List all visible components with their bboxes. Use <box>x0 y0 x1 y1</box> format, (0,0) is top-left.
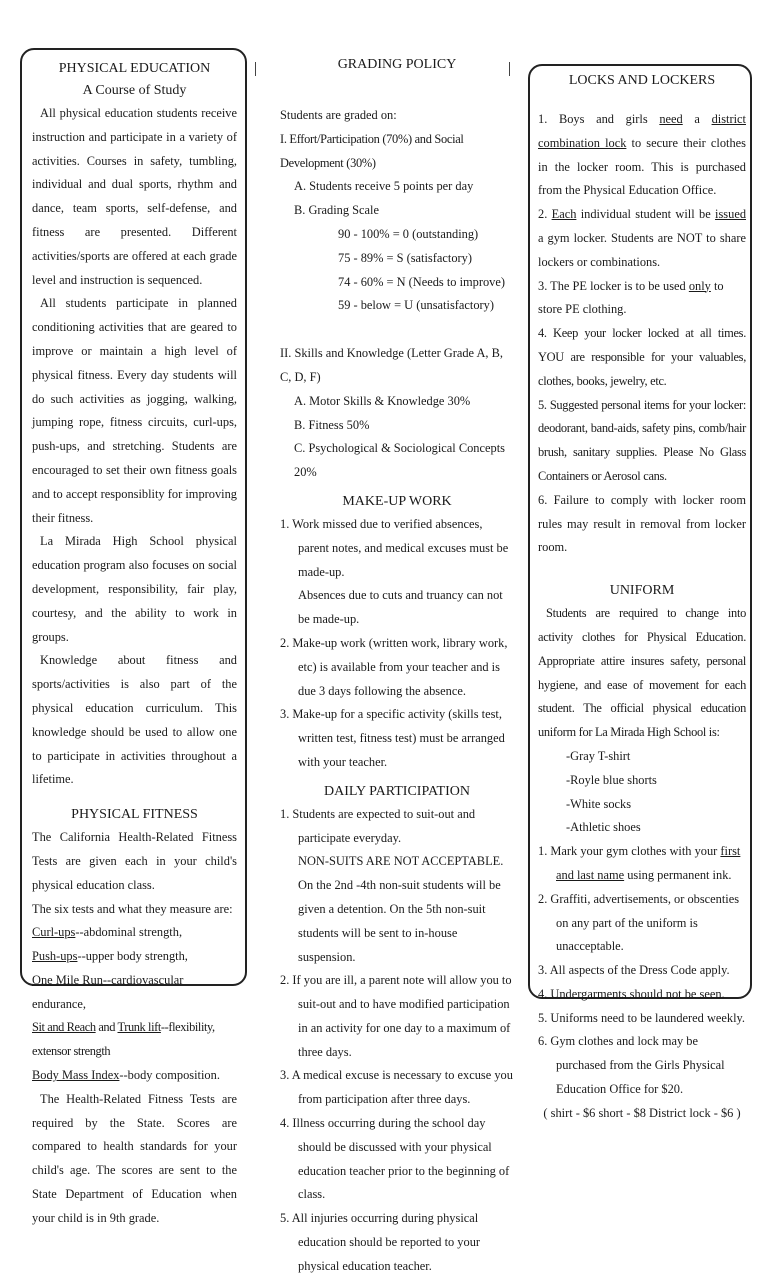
locks-and-uniform-panel <box>528 64 752 1120</box>
course-of-study-subheading: A Course of Study <box>82 83 187 98</box>
physical-education-heading: PHYSICAL EDUCATION <box>58 61 211 76</box>
grading-scale-row: 75 - 89% = S (satisfactory) <box>338 250 472 265</box>
uniform-rule: 1. Mark your gym clothes with your first and last name using permanent ink. <box>538 844 741 882</box>
uniform-item: -Royle blue shorts <box>566 772 657 787</box>
knowledge-paragraph: Knowledge about fitness and sports/activities is also part of the physical education curriculum. This knowledge should be used to allow one to participate in activities throughout a lifetime. <box>32 653 237 787</box>
locker-rule: 4. Keep your locker locked at all times. YOU are responsible for your valuables, clothes, books, jewelry, etc. <box>538 326 746 388</box>
grading-scale-row: 90 - 100% = 0 (outstanding) <box>338 226 479 241</box>
uniform-intro: Students are required to change into activity clothes for Physical Education. Appropriate attire insures safety, personal hygiene, and ease of movement for each student. The official physical education uniform for La Mirada High School is: <box>538 606 746 740</box>
uniform-item: -White socks <box>566 796 632 811</box>
uniform-rule: 3. All aspects of the Dress Code apply. <box>538 963 730 978</box>
locker-rule: 6. Failure to comply with locker room rules may result in removal from locker room. <box>538 492 746 555</box>
fitness-test-item: Sit and Reach and Trunk lift--flexibility, extensor strength <box>32 1020 215 1059</box>
daily-item: 2. If you are ill, a parent note will allow you to suit-out and to have modified participation in an activity for one day to a maximum of three days. <box>280 973 512 1059</box>
social-development-paragraph: La Mirada High School physical education program also focuses on social development, responsibility, fair play, courtesy, and the ability to work in groups. <box>32 534 237 644</box>
locker-rule: 5. Suggested personal items for your locker: deodorant, band-aids, safety pins, comb/hair brush, sanitary supplies. Please No Glass Containers or Aerosol cans. <box>538 397 746 483</box>
uniform-rule: 6. Gym clothes and lock may be purchased from the Girls Physical Education Office for $20. <box>538 1034 725 1097</box>
grading-policy-panel <box>278 50 516 1279</box>
uniform-prices: ( shirt - $6 short - $8 District lock - $6 ) <box>543 1105 741 1120</box>
uniform-heading: UNIFORM <box>609 583 675 599</box>
daily-item: 5. All injuries occurring during physical education should be reported to your physical education teacher. <box>280 1211 481 1273</box>
intro-paragraph: All physical education students receive instruction and participate in a variety of activities. Courses in safety, tumbling, individual and dual sports, rhythm and dance, team sports, self-defense, and fitness are presented. Different activities/sports are offered at each grade level and instruction is sequenced. <box>32 106 237 287</box>
fitness-test-item: Curl-ups--abdominal strength, <box>32 925 183 940</box>
grading-item: A. Students receive 5 points per day <box>294 179 474 194</box>
locker-rule: 2. Each individual student will be issued a gym locker. Students are NOT to share lockers or combinations. <box>538 207 747 269</box>
locker-rule: 3. The PE locker is to be used only to store PE clothing. <box>538 278 724 317</box>
uniform-rule: 2. Graffiti, advertisements, or obscenties on any part of the uniform is unacceptable. <box>538 891 740 954</box>
grading-item: A. Motor Skills & Knowledge 30% <box>294 393 471 408</box>
make-up-item: 3. Make-up for a specific activity (skills test, written test, fitness test) must be arranged with your teacher. <box>280 707 505 769</box>
grading-section-1: I. Effort/Participation (70%) and Social Development (30%) <box>280 131 464 170</box>
grading-scale-row: 74 - 60% = N (Needs to improve) <box>338 274 505 289</box>
make-up-work-heading: MAKE-UP WORK <box>342 493 452 509</box>
grading-section-2: II. Skills and Knowledge (Letter Grade A, B, C, D, F) <box>280 346 503 384</box>
uniform-rule: 4. Undergarments should not be seen. <box>538 986 725 1001</box>
grading-item: C. Psychological & Sociological Concepts 20% <box>294 441 505 480</box>
make-up-item: 2. Make-up work (written work, library work, etc) is available from your teacher and is due 3 days following the absence. <box>280 635 508 698</box>
fitness-test-item: One Mile Run--cardiovascular endurance, <box>32 972 184 1011</box>
grading-item: B. Fitness 50% <box>294 417 370 432</box>
grading-item: B. Grading Scale <box>294 203 379 218</box>
locks-and-lockers-heading: LOCKS AND LOCKERS <box>568 73 716 88</box>
physical-education-panel <box>20 48 247 1225</box>
uniform-rule: 5. Uniforms need to be laundered weekly. <box>538 1010 746 1025</box>
daily-item: 3. A medical excuse is necessary to excuse you from participation after three days. <box>280 1068 513 1107</box>
physical-fitness-heading: PHYSICAL FITNESS <box>71 807 198 823</box>
fitness-outro: The Health-Related Fitness Tests are required by the State. Scores are compared to health standards for your child's age. The scores are sent to the State Department of Education when your child is in 9th grade. <box>32 1091 237 1225</box>
daily-participation-heading: DAILY PARTICIPATION <box>324 783 470 799</box>
grading-scale-row: 59 - below = U (unsatisfactory) <box>338 298 494 313</box>
make-up-item: 1. Work missed due to verified absences, parent notes, and medical excuses must be made-up. <box>280 516 509 579</box>
locker-rule: 1. Boys and girls need a district combination lock to secure their clothes in the locker room. This is purchased from the Physical Education Office. <box>538 112 746 198</box>
fitness-test-item: Body Mass Index--body composition. <box>32 1068 220 1083</box>
daily-item: 4. Illness occurring during the school day should be discussed with your physical education teacher prior to the beginning of class. <box>280 1116 510 1202</box>
fitness-intro: The California Health-Related Fitness Tests are given each in your child's physical education class. <box>32 830 237 892</box>
non-suit-policy: NON-SUITS ARE NOT ACCEPTABLE. On the 2nd -4th non-suit students will be given a detention. On the 5th non-suit students will be sent to in-house suspension. <box>298 854 504 964</box>
uniform-item: -Athletic shoes <box>566 820 641 835</box>
grading-policy-heading: GRADING POLICY <box>337 57 457 72</box>
make-up-note: Absences due to cuts and truancy can not be made-up. <box>298 588 503 627</box>
fitness-test-item: Push-ups--upper body strength, <box>32 949 188 964</box>
conditioning-paragraph: All students participate in planned conditioning activities that are geared to improve or maintain a high level of physical fitness. Every day students will do such activities as jogging, walking, jumping rope, fitness circuits, curl-ups, push-ups, and stretching. Students are encouraged to set their own fitness goals and to accept responsiblity for improving their fitness. <box>32 296 237 525</box>
uniform-item: -Gray T-shirt <box>566 748 631 763</box>
daily-item: 1. Students are expected to suit-out and participate everyday. <box>280 806 476 845</box>
column-divider <box>255 62 256 76</box>
fitness-tests-intro: The six tests and what they measure are: <box>32 901 233 916</box>
graded-on-label: Students are graded on: <box>280 108 397 122</box>
